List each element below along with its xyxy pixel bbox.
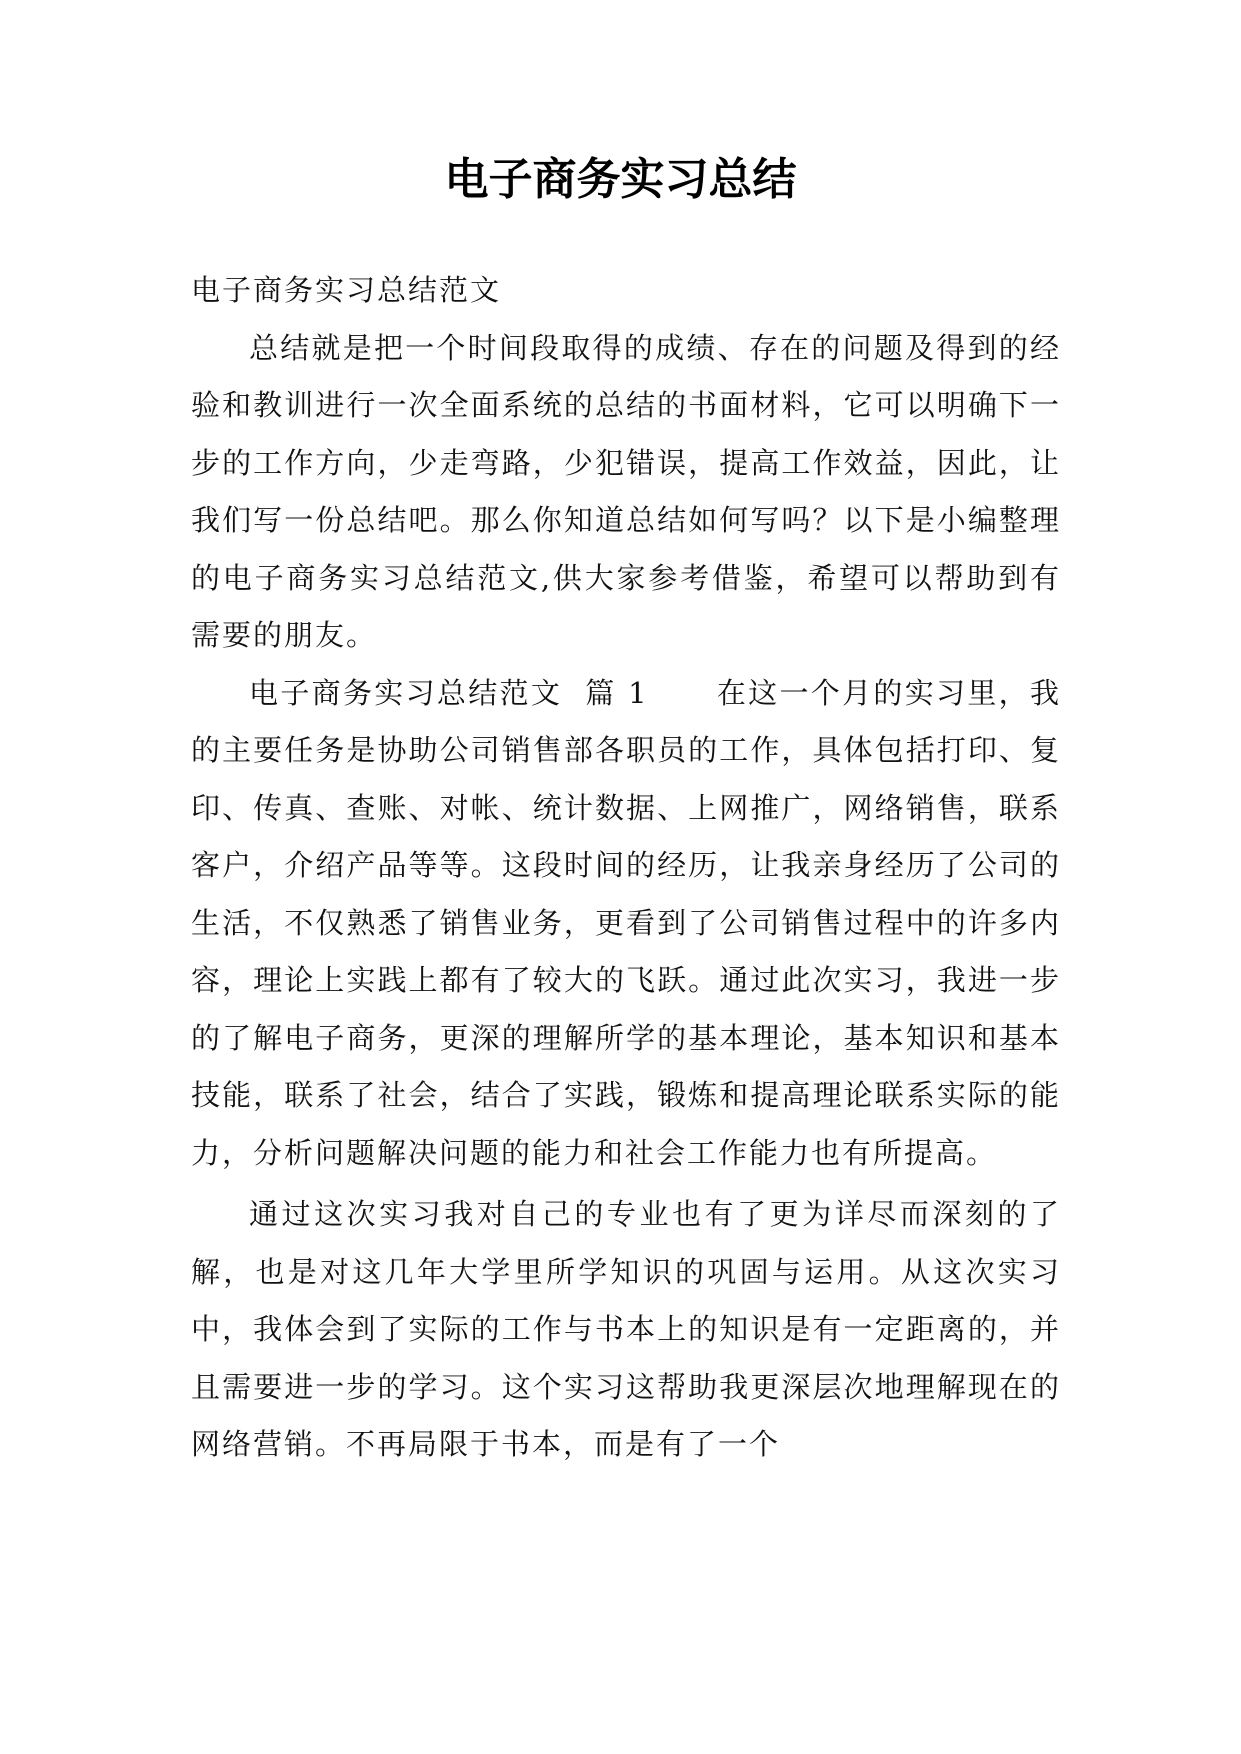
page-title: 电子商务实习总结	[444, 154, 797, 205]
paragraph-section-1	[191, 665, 1061, 1183]
document-body	[191, 262, 1061, 1474]
section-1-text: 在这一个月的实习里，我的主要任务是协助公司销售部各职员的工作，具体包括打印、复印、传真、查账、对帐、统计数据、上网推广，网络销售，联系客户，介绍产品等等。这段时间的经历，让我亲身经历了公司的生活，不仅熟悉了销售业务，更看到了公司销售过程中的许多内容，理论上实践上都有了较大的飞跃。通过此次实习，我进一步的了解电子商务，更深的理解所学的基本理论，基本知识和基本技能，联系了社会，结合了实践，锻炼和提高理论联系实际的能力，分析问题解决问题的能力和社会工作能力也有所提高。	[191, 675, 1061, 1170]
paragraph-intro: 总结就是把一个时间段取得的成绩、存在的问题及得到的经验和教训进行一次全面系统的总结的书面材料，它可以明确下一步的工作方向，少走弯路，少犯错误，提高工作效益，因此，让我们写一份总结吧。那么你知道总结如何写吗？以下是小编整理的电子商务实习总结范文,供大家参考借鉴，希望可以帮助到有需要的朋友。	[191, 330, 1061, 652]
paragraph-experience: 通过这次实习我对自己的专业也有了更为详尽而深刻的了解，也是对这几年大学里所学知识的巩固与运用。从这次实习中，我体会到了实际的工作与书本上的知识是有一定距离的，并且需要进一步的学习。这个实习这帮助我更深层次地理解现在的网络营销。不再局限于书本，而是有了一个	[191, 1197, 1061, 1461]
section-heading: 电子商务实习总结范文 篇 1	[249, 675, 649, 710]
document-subtitle: 电子商务实习总结范文	[191, 273, 502, 307]
